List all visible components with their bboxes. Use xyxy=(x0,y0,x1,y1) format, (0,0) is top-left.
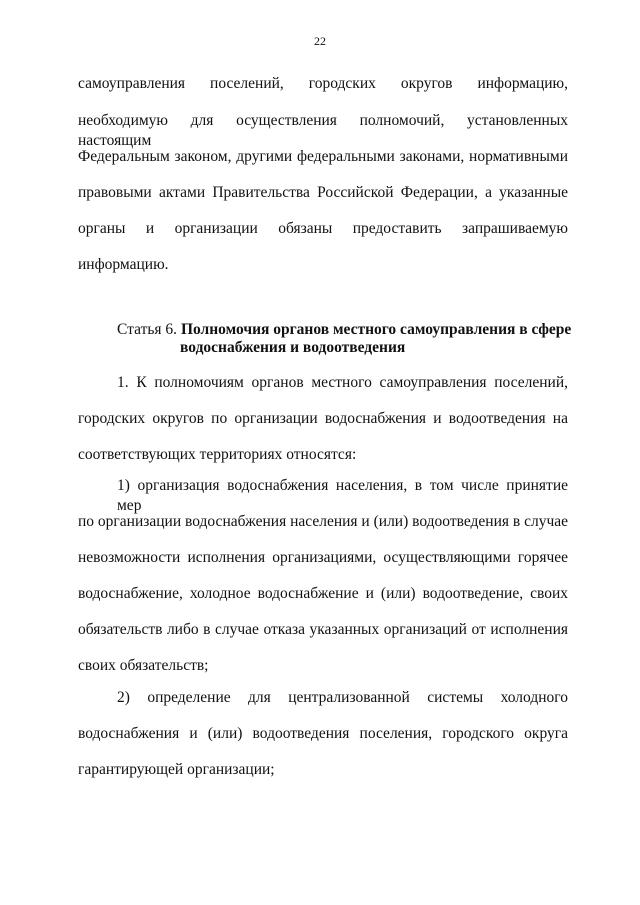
paragraph-line: необходимую для осуществления полномочий, установленных настоящим xyxy=(78,112,568,149)
item-line: по организации водоснабжения населения и (или) водоотведения в случае xyxy=(78,513,568,530)
paragraph-line: самоуправления поселений, городских округов информацию, xyxy=(78,75,568,92)
paragraph-line: органы и организации обязаны предоставить запрашиваемую xyxy=(78,220,568,237)
item-line: водоснабжения и (или) водоотведения поселения, городского округа xyxy=(78,725,568,742)
item-line: 2) определение для централизованной системы холодного xyxy=(117,689,568,706)
paragraph-line: информацию. xyxy=(78,256,169,273)
item-line: водоснабжение, холодное водоснабжение и (или) водоотведение, своих xyxy=(78,585,568,602)
page-number: 22 xyxy=(314,34,326,48)
item-line: гарантирующей организации; xyxy=(78,761,275,778)
paragraph-line: правовыми актами Правительства Российской Федерации, а указанные xyxy=(78,184,568,201)
item-line: своих обязательств; xyxy=(78,657,209,674)
clause-line: 1. К полномочиям органов местного самоуправления поселений, xyxy=(117,374,568,391)
article-title-line2: водоснабжения и водоотведения xyxy=(180,339,406,356)
clause-line: соответствующих территориях относятся: xyxy=(78,446,357,463)
item-line: невозможности исполнения организациями, осуществляющими горячее xyxy=(78,549,568,566)
item-line: обязательств либо в случае отказа указанных организаций от исполнения xyxy=(78,621,568,638)
clause-line: городских округов по организации водоснабжения и водоотведения на xyxy=(78,410,568,427)
paragraph-line: Федеральным законом, другими федеральными законами, нормативными xyxy=(78,148,568,165)
item-line: 1) организация водоснабжения населения, в том числе принятие мер xyxy=(117,477,568,514)
article-heading xyxy=(117,320,577,340)
article-title: Полномочия органов местного самоуправления в сфере xyxy=(180,321,572,338)
article-label: Статья 6. xyxy=(117,321,178,338)
